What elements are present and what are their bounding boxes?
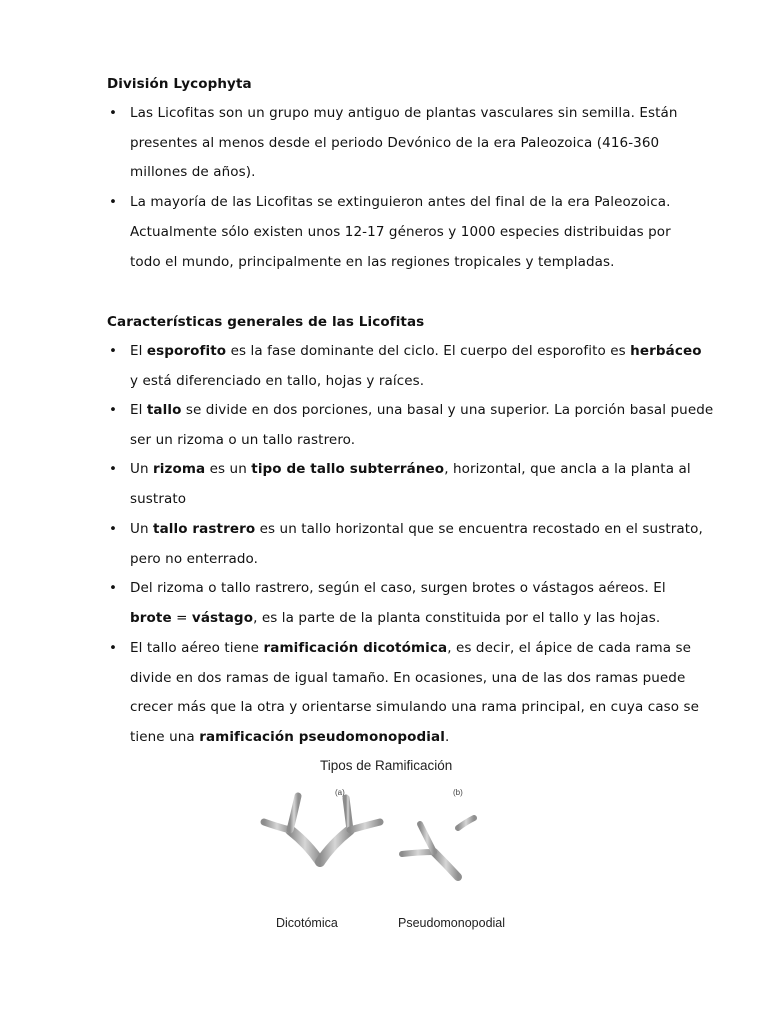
text-run: es un tallo horizontal que se encuentra recostado en el sustrato, (255, 521, 703, 537)
text-run: , es la parte de la planta constituida por el tallo y las hojas. (253, 610, 661, 626)
figure-letter-b: (b) (453, 788, 463, 797)
dicho-branch-left (290, 830, 320, 862)
dicho-twig-rr (350, 822, 380, 830)
bullet-marker: • (109, 640, 117, 656)
figure-title: Tipos de Ramificación (320, 758, 453, 773)
paragraph-line: millones de años). (130, 164, 256, 180)
paragraph-line (130, 610, 660, 626)
term-rizoma: rizoma (153, 461, 206, 477)
term-tallo-subterraneo: tipo de tallo subterráneo (251, 461, 445, 477)
text-run: es la fase dominante del ciclo. El cuerpo del esporofito es (226, 343, 631, 359)
paragraph-line: Las Licofitas son un grupo muy antiguo de plantas vasculares sin semilla. Están (130, 105, 678, 121)
text-run: El tallo aéreo tiene (130, 640, 264, 656)
term-ramificacion-pseudomonopodial: ramificación pseudomonopodial (199, 729, 445, 745)
dicho-branch-right (320, 830, 350, 862)
text-run: . (444, 729, 450, 745)
bullet-marker: • (109, 194, 117, 210)
bullet-marker: • (109, 580, 117, 596)
paragraph-line (130, 521, 703, 537)
section-heading-caracteristicas: Características generales de las Licofitas (107, 314, 425, 330)
dicho-twig-rl (346, 798, 350, 830)
branching-diagram (250, 752, 530, 942)
paragraph-line: ser un rizoma o un tallo rastrero. (130, 432, 356, 448)
term-vastago: vástago (191, 610, 254, 626)
paragraph-line: sustrato (130, 491, 187, 507)
pseudo-side-twig-left (402, 852, 434, 854)
paragraph-line: divide en dos ramas de igual tamaño. En ocasiones, una de las dos ramas puede (130, 670, 686, 686)
bullet-marker: • (109, 343, 117, 359)
term-brote: brote (130, 610, 172, 626)
paragraph-line: La mayoría de las Licofitas se extinguieron antes del final de la era Paleozoica. (130, 194, 671, 210)
paragraph-line (130, 729, 449, 745)
term-tallo: tallo (146, 402, 182, 418)
bullet-marker: • (109, 105, 117, 121)
term-esporofito: esporofito (146, 343, 227, 359)
term-herbaceo: herbáceo (630, 343, 702, 359)
text-run: es un (205, 461, 252, 477)
paragraph-line: crecer más que la otra y orientarse simulando una rama principal, en cuya caso se (130, 699, 700, 715)
pseudomonopodial-tree-drawing (402, 798, 474, 910)
paragraph-line: Del rizoma o tallo rastrero, según el caso, surgen brotes o vástagos aéreos. El (130, 580, 666, 596)
paragraph-line: todo el mundo, principalmente en las regiones tropicales y templadas. (130, 254, 615, 270)
text-run: = (171, 610, 192, 626)
text-run: El (130, 402, 147, 418)
branching-figure (250, 752, 530, 942)
bullet-marker: • (109, 402, 117, 418)
text-run: tiene una (130, 729, 200, 745)
term-tallo-rastrero: tallo rastrero (153, 521, 256, 537)
dicho-twig-lr (290, 796, 298, 830)
paragraph-line (130, 343, 702, 359)
figure-letter-a: (a) (335, 788, 345, 797)
paragraph-line: presentes al menos desde el periodo Devónico de la era Paleozoica (416-360 (130, 135, 660, 151)
label-pseudomonopodial: Pseudomonopodial (398, 916, 506, 930)
term-ramificacion-dicotomica: ramificación dicotómica (263, 640, 448, 656)
text-run: Un (130, 521, 154, 537)
dichotomous-tree-drawing (264, 796, 380, 907)
text-run: se divide en dos porciones, una basal y una superior. La porción basal puede (181, 402, 714, 418)
paragraph-line (130, 402, 713, 418)
paragraph-line (130, 461, 691, 477)
paragraph-line (130, 640, 691, 656)
text-run: Un (130, 461, 154, 477)
text-run: , es decir, el ápice de cada rama se (447, 640, 692, 656)
bullet-marker: • (109, 461, 117, 477)
paragraph-line: pero no enterrado. (130, 551, 259, 567)
dicho-twig-ll (264, 822, 290, 830)
paragraph-line: y está diferenciado en tallo, hojas y raíces. (130, 373, 425, 389)
text-run: , horizontal, que ancla a la planta al (444, 461, 691, 477)
text-run: El (130, 343, 147, 359)
bullet-marker: • (109, 521, 117, 537)
paragraph-line: Actualmente sólo existen unos 12-17 géneros y 1000 especies distribuidas por (130, 224, 671, 240)
pseudo-side-twig-up (420, 824, 434, 852)
label-dicotomica: Dicotómica (276, 916, 338, 930)
section-heading-lycophyta: División Lycophyta (107, 76, 252, 92)
